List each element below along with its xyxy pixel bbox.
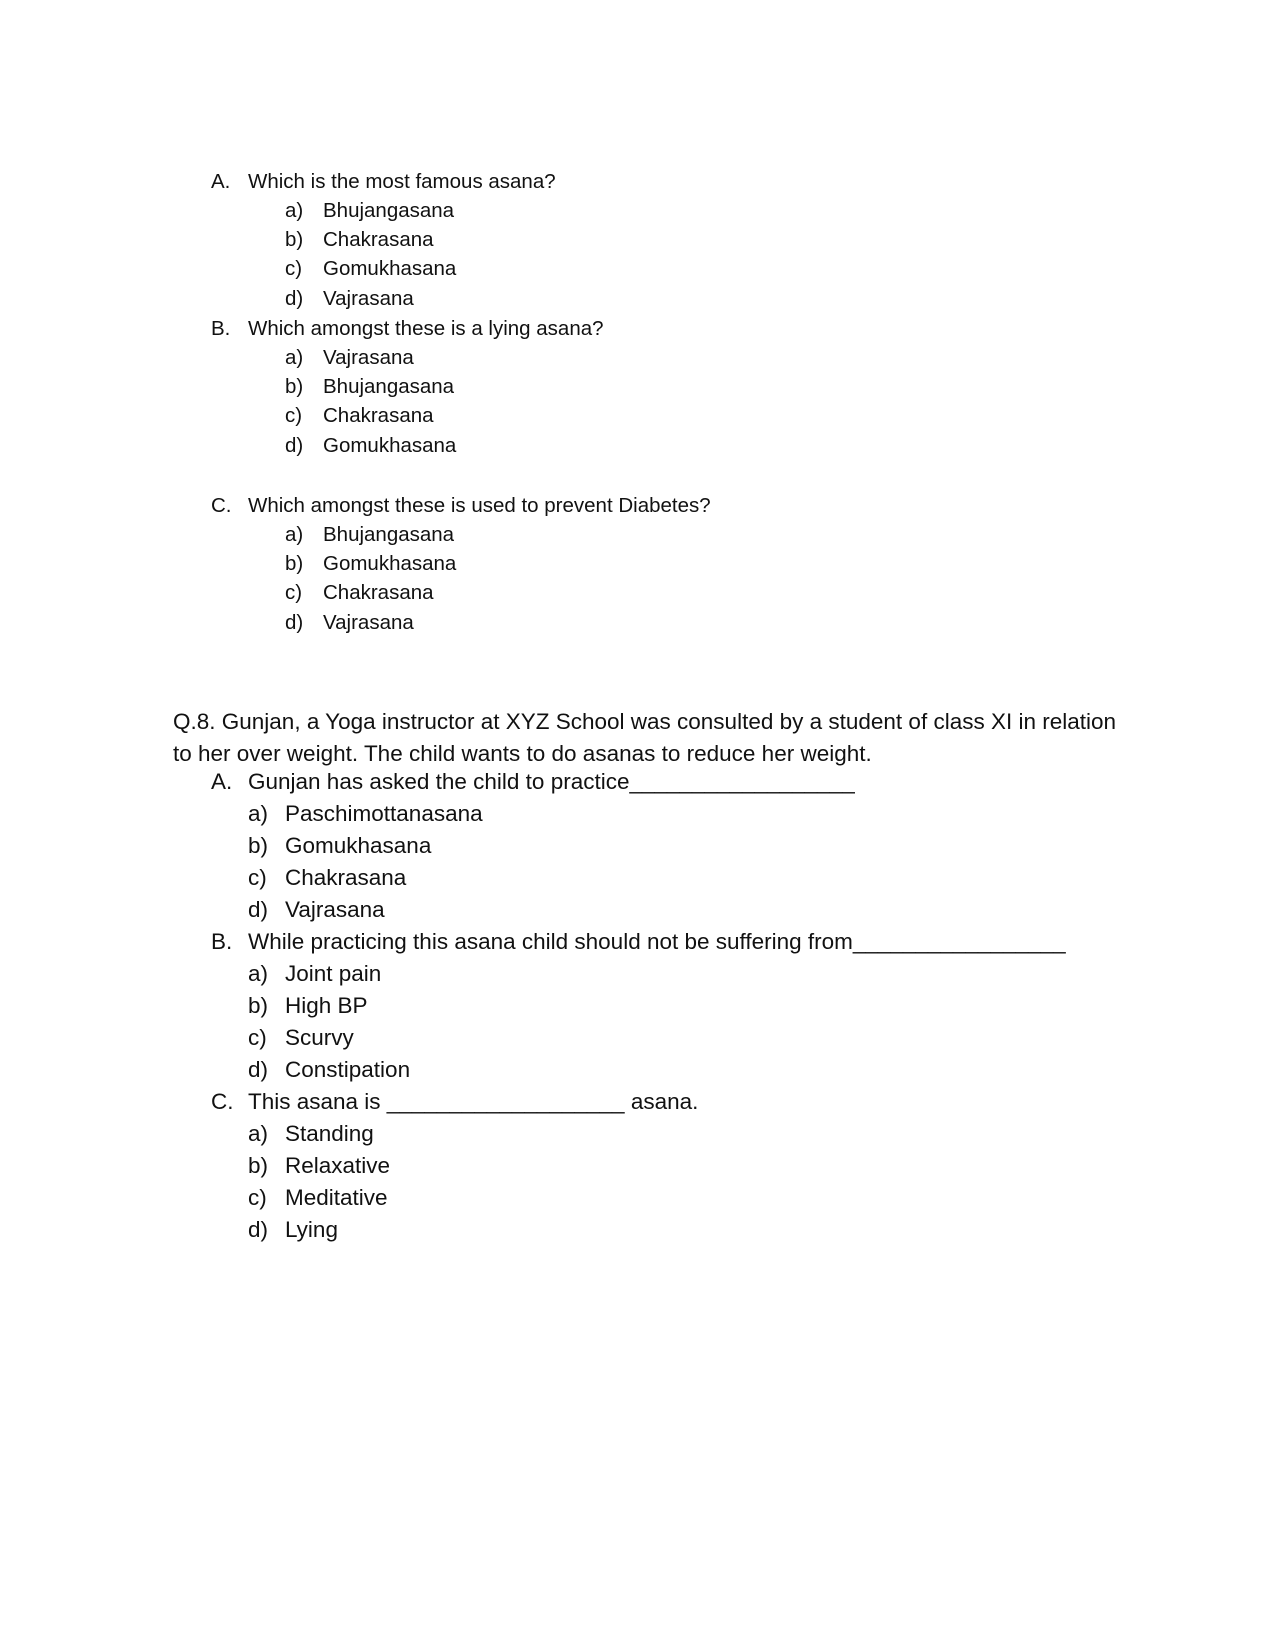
option-letter: c) [248, 1185, 267, 1210]
option-letter: c) [248, 1025, 267, 1050]
option-letter: c) [285, 581, 303, 604]
option-text: Lying [285, 1217, 338, 1242]
option-letter: c) [248, 865, 267, 890]
option-letter: d) [285, 611, 304, 634]
option-letter: b) [248, 1153, 269, 1178]
option-letter: c) [285, 404, 303, 427]
question-text: While practicing this asana child should not be suffering from_________________ [248, 929, 1066, 954]
option-letter: a) [248, 961, 269, 986]
question-text: Which amongst these is a lying asana? [248, 317, 604, 340]
question-text: Which is the most famous asana? [248, 170, 556, 193]
question-letter: B. [211, 317, 231, 340]
question-letter: A. [211, 170, 231, 193]
option-letter: b) [285, 552, 304, 575]
option-letter: a) [248, 801, 269, 826]
option-text: Bhujangasana [323, 523, 455, 546]
option-letter: b) [285, 375, 304, 398]
option-text: Paschimottanasana [285, 801, 483, 826]
option-text: Chakrasana [323, 228, 434, 251]
option-text: Bhujangasana [323, 199, 455, 222]
option-text: Gomukhasana [323, 257, 457, 280]
option-letter: d) [285, 434, 304, 457]
option-text: Vajrasana [323, 346, 414, 369]
option-letter: d) [248, 1057, 269, 1082]
option-letter: a) [248, 1121, 269, 1146]
option-text: Meditative [285, 1185, 388, 1210]
question-letter: C. [211, 1089, 234, 1114]
option-text: Vajrasana [323, 287, 414, 310]
option-text: Gomukhasana [323, 552, 457, 575]
question-8-stem [173, 706, 1133, 770]
option-text: Scurvy [285, 1025, 354, 1050]
question-text: Gunjan has asked the child to practice__________________ [248, 769, 855, 794]
question-letter: A. [211, 769, 233, 794]
option-letter: d) [248, 1217, 269, 1242]
option-letter: a) [285, 199, 304, 222]
option-letter: b) [285, 228, 304, 251]
question-text: This asana is ___________________ asana. [248, 1089, 699, 1114]
option-letter: b) [248, 993, 269, 1018]
option-letter: a) [285, 523, 304, 546]
option-letter: d) [248, 897, 269, 922]
option-text: Gomukhasana [285, 833, 432, 858]
option-text: Gomukhasana [323, 434, 457, 457]
question-text: Which amongst these is used to prevent Diabetes? [248, 494, 711, 517]
option-text: Joint pain [285, 961, 382, 986]
option-text: Chakrasana [285, 865, 407, 890]
option-letter: b) [248, 833, 269, 858]
option-text: High BP [285, 993, 368, 1018]
option-letter: c) [285, 257, 303, 280]
option-text: Vajrasana [285, 897, 385, 922]
option-text: Chakrasana [323, 404, 434, 427]
option-text: Chakrasana [323, 581, 434, 604]
option-text: Bhujangasana [323, 375, 455, 398]
option-text: Relaxative [285, 1153, 391, 1178]
stem-line-1: Q.8. Gunjan, a Yoga instructor at XYZ School was consulted by a student of class XI in relation [173, 709, 1117, 734]
option-letter: d) [285, 287, 304, 310]
stem-line-2: to her over weight. The child wants to do asanas to reduce her weight. [173, 741, 872, 766]
option-text: Standing [285, 1121, 374, 1146]
question-letter: C. [211, 494, 232, 517]
option-letter: a) [285, 346, 304, 369]
option-text: Constipation [285, 1057, 411, 1082]
question-letter: B. [211, 929, 233, 954]
option-text: Vajrasana [323, 611, 414, 634]
